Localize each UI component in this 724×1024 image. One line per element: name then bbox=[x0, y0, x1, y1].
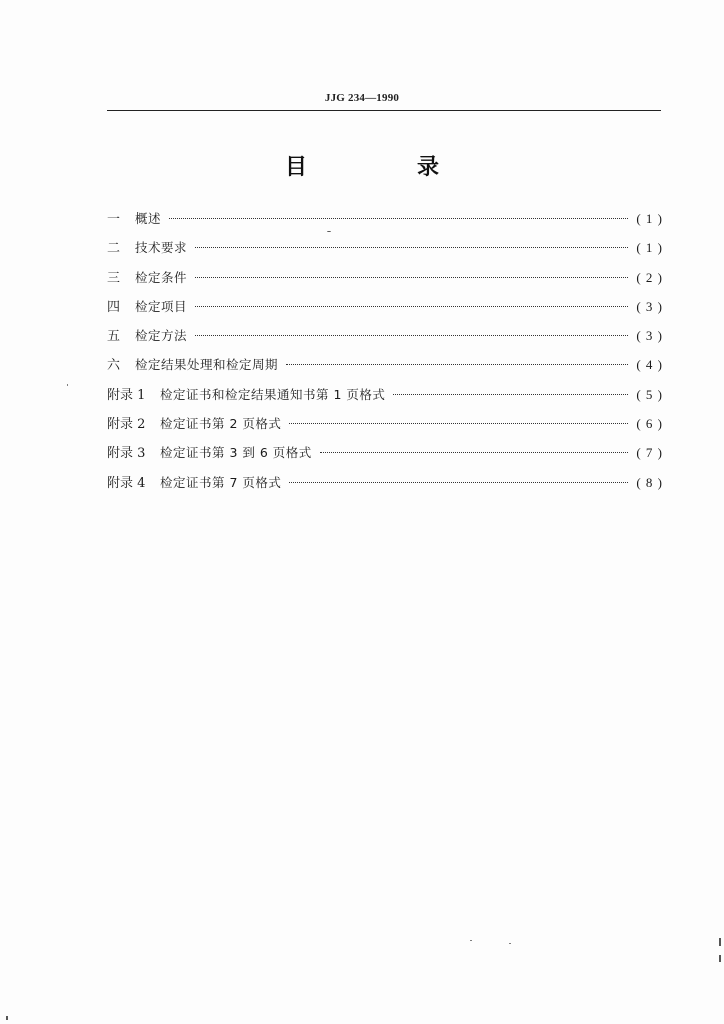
toc-entry-verification-methods bbox=[107, 326, 663, 355]
toc-leader-dots bbox=[195, 306, 628, 307]
toc-entry-number: 四 bbox=[107, 299, 121, 315]
toc-title: 目 录 bbox=[284, 155, 483, 180]
toc-list bbox=[107, 209, 663, 502]
toc-leader-dots bbox=[195, 277, 628, 278]
toc-entry-label: 概述 bbox=[135, 211, 162, 226]
toc-entry-label: 技术要求 bbox=[135, 240, 188, 256]
toc-entry-label: 检定结果处理和检定周期 bbox=[135, 357, 279, 373]
scan-speck bbox=[6, 1016, 8, 1020]
toc-entry-appendix-2 bbox=[107, 414, 663, 443]
toc-entry-label: 检定证书和检定结果通知书第 1 页格式 bbox=[160, 386, 386, 402]
toc-entry-appendix-4 bbox=[107, 473, 663, 502]
toc-entry-technical-requirements bbox=[107, 238, 663, 267]
toc-entry-overview bbox=[107, 209, 663, 238]
toc-entry-number: 附录 3 bbox=[107, 446, 146, 462]
header-rule bbox=[107, 110, 661, 111]
toc-entry-number: 一 bbox=[107, 212, 121, 227]
toc-entry-number: 附录 1 bbox=[107, 387, 146, 403]
toc-leader-dots bbox=[289, 423, 628, 424]
toc-leader-dots bbox=[195, 335, 628, 336]
toc-entry-page: ( 6 ) bbox=[636, 416, 663, 432]
toc-entry-page: ( 8 ) bbox=[636, 474, 663, 490]
toc-entry-number: 三 bbox=[107, 270, 121, 286]
toc-leader-dots bbox=[320, 452, 629, 453]
toc-entry-appendix-1 bbox=[107, 385, 663, 414]
toc-entry-label: 检定证书第 7 页格式 bbox=[160, 474, 282, 490]
toc-entry-appendix-3 bbox=[107, 443, 663, 472]
toc-entry-label: 检定证书第 2 页格式 bbox=[160, 416, 282, 432]
scan-speck bbox=[67, 384, 68, 386]
toc-leader-dots bbox=[169, 218, 628, 219]
toc-entry-number: 五 bbox=[107, 329, 121, 345]
toc-entry-label: 检定条件 bbox=[135, 269, 188, 285]
toc-entry-number: 附录 4 bbox=[107, 475, 146, 491]
toc-entry-page: ( 7 ) bbox=[636, 445, 663, 461]
toc-entry-label: 检定证书第 3 到 6 页格式 bbox=[160, 445, 312, 461]
toc-leader-dots bbox=[286, 364, 628, 365]
toc-entry-number: 附录 2 bbox=[107, 417, 146, 433]
toc-entry-page: ( 5 ) bbox=[636, 386, 663, 402]
toc-entry-page: ( 3 ) bbox=[636, 298, 663, 314]
toc-entry-label: 检定方法 bbox=[135, 328, 188, 344]
toc-entry-page: ( 1 ) bbox=[636, 240, 663, 256]
toc-leader-dots bbox=[289, 482, 628, 483]
toc-entry-page: ( 2 ) bbox=[636, 269, 663, 285]
toc-entry-label: 检定项目 bbox=[135, 298, 188, 314]
toc-entry-results-and-period bbox=[107, 355, 663, 384]
toc-entry-page: ( 3 ) bbox=[636, 328, 663, 344]
toc-entry-page: ( 4 ) bbox=[636, 357, 663, 373]
toc-entry-page: ( 1 ) bbox=[636, 211, 663, 226]
toc-leader-dots bbox=[393, 394, 628, 395]
toc-entry-verification-conditions bbox=[107, 268, 663, 297]
toc-entry-verification-items bbox=[107, 297, 663, 326]
toc-entry-number: 六 bbox=[107, 358, 121, 374]
scan-speck bbox=[719, 955, 721, 962]
scan-speck bbox=[509, 943, 511, 944]
scan-speck bbox=[470, 940, 472, 941]
toc-entry-number: 二 bbox=[107, 241, 121, 257]
toc-leader-dots bbox=[195, 247, 628, 248]
standard-code-header: JJG 234—1990 bbox=[324, 92, 400, 104]
scan-speck bbox=[719, 938, 721, 946]
scan-speck bbox=[327, 231, 331, 232]
